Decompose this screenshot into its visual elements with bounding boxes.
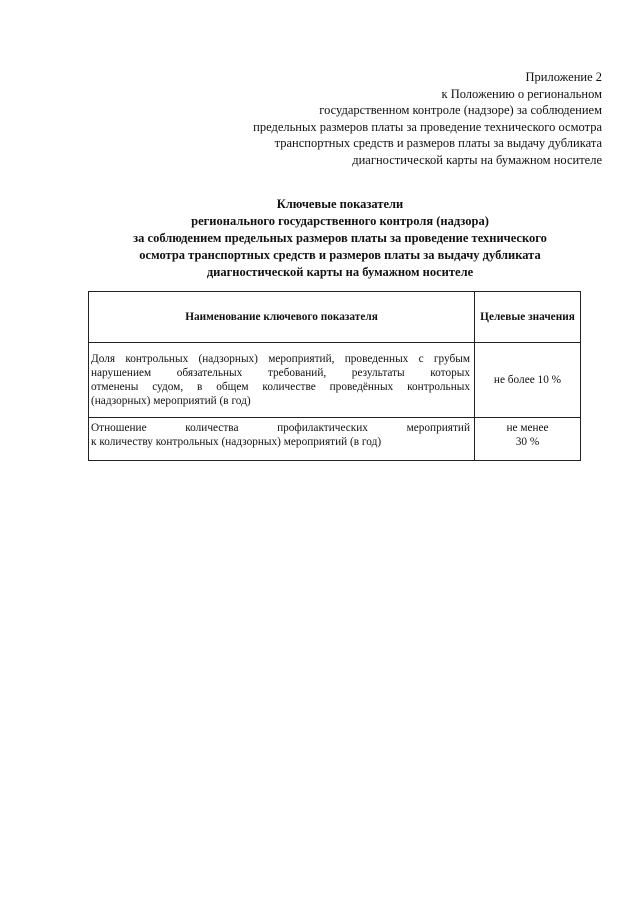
- target-cell: [475, 418, 581, 461]
- title-line: Ключевые показатели: [276, 197, 404, 211]
- header-target-values: Целевые значения: [475, 292, 581, 343]
- table-row: [89, 418, 581, 461]
- appendix-line: к Положению о региональном: [441, 86, 602, 101]
- document-title: [90, 196, 590, 281]
- appendix-line: государственном контроле (надзоре) за соблюдением: [319, 103, 602, 117]
- title-line: осмотра транспортных средств и размеров платы за выдачу дубликата: [139, 248, 541, 262]
- indicator-line: Отношение количества профилактических мероприятий: [91, 422, 470, 434]
- header-indicator-name: Наименование ключевого показателя: [89, 292, 475, 343]
- indicator-line: Доля контрольных (надзорных) мероприятий, проведенных с грубым: [91, 353, 470, 365]
- indicator-line: нарушением обязательных требований, результаты которых: [91, 367, 470, 379]
- indicator-line: к количеству контрольных (надзорных) мероприятий (в год): [91, 436, 382, 448]
- target-line: не более 10 %: [493, 374, 562, 386]
- kpi-table: [88, 291, 581, 461]
- indicator-cell: [89, 418, 475, 461]
- table-header-row: [89, 292, 581, 343]
- appendix-line: Приложение 2: [525, 70, 602, 84]
- indicator-cell: [89, 343, 475, 418]
- appendix-line: транспортных средств и размеров платы за выдачу дубликата: [274, 136, 602, 150]
- appendix-line: предельных размеров платы за проведение технического осмотра: [253, 119, 602, 134]
- target-line: не менее: [506, 422, 549, 434]
- title-line: диагностической карты на бумажном носителе: [206, 265, 474, 279]
- appendix-header: [182, 69, 602, 168]
- indicator-line: отменены судом, в общем количестве проведённых контрольных: [91, 381, 470, 393]
- target-line: 30 %: [515, 436, 540, 448]
- appendix-line: диагностической карты на бумажном носителе: [352, 152, 602, 167]
- target-cell: [475, 343, 581, 418]
- title-line: регионального государственного контроля (надзора): [191, 214, 489, 228]
- title-line: за соблюдением предельных размеров платы за проведение технического: [133, 231, 547, 245]
- indicator-line: (надзорных) мероприятий (в год): [91, 395, 251, 407]
- table-row: [89, 343, 581, 418]
